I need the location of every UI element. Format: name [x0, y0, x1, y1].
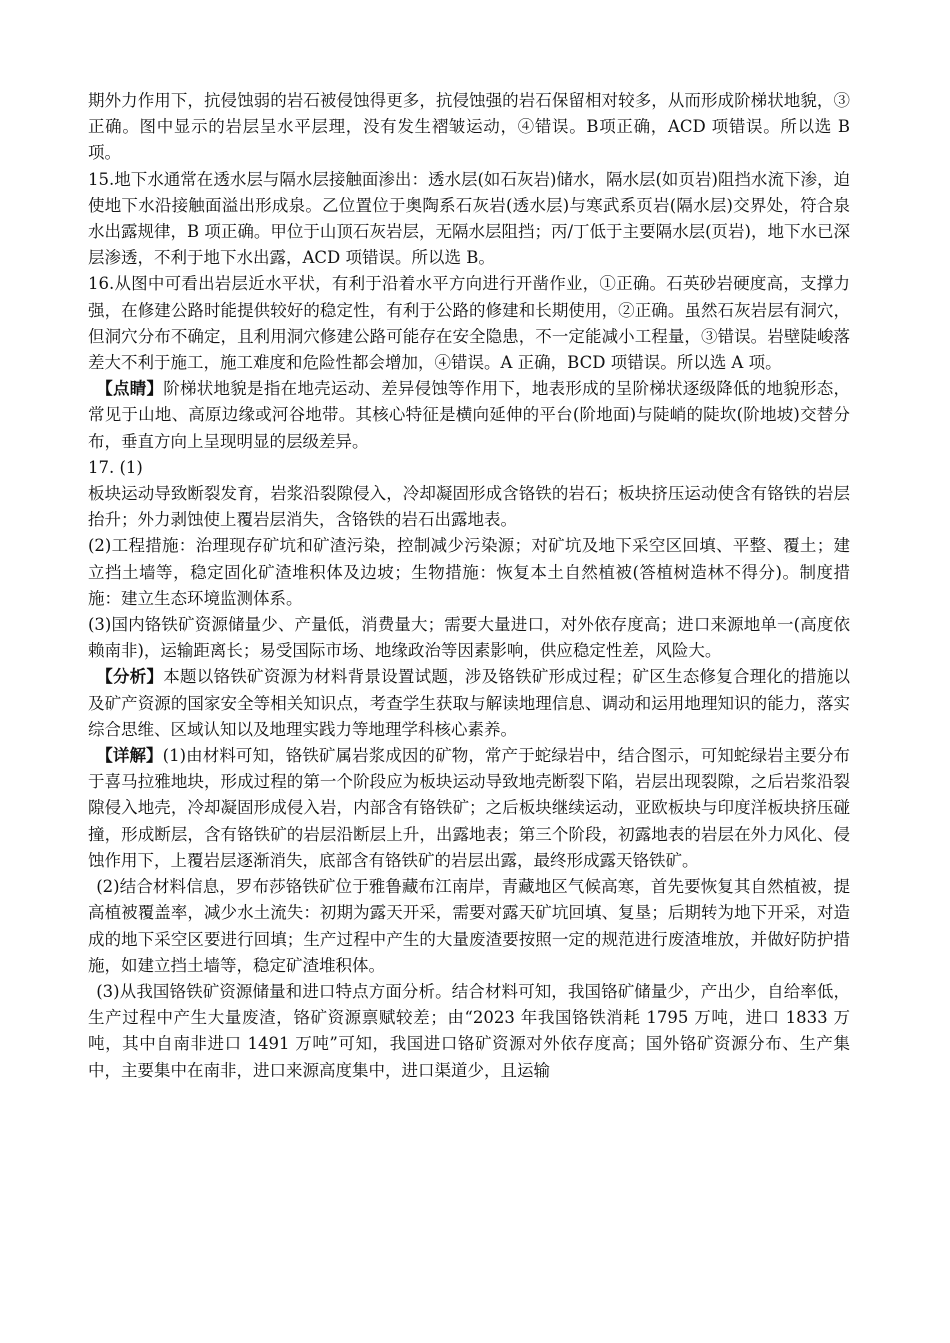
answer-15: 15.地下水通常在透水层与隔水层接触面渗出：透水层(如石灰岩)储水，隔水层(如页岩)阻挡水流下渗，迫使地下水沿接触面溢出形成泉。乙位置位于奥陶系石灰岩(透水层)与寒武系页岩(隔水层)交界处，符合泉水出露规律，B 项正确。甲位于山顶石灰岩层，无隔水层阻挡；丙/丁低于主要隔水层(页岩)，地下水已深层渗透，不利于地下水出露，ACD 项错误。所以选 B。 [88, 169, 850, 268]
answer-17-part3: (3)国内铬铁矿资源储量少、产量低，消费量大；需要大量进口，对外依存度高；进口来源地单一(高度依赖南非)，运输距离长；易受国际市场、地缘政治等因素影响，供应稳定性差，风险大。 [88, 615, 850, 661]
note-dianjing [88, 376, 850, 455]
answer-17-part1: 板块运动导致断裂发育，岩浆沿裂隙侵入，冷却凝固形成含铬铁的岩石；板块挤压运动使含有铬铁的岩层抬升；外力剥蚀使上覆岩层消失，含铬铁的岩石出露地表。 [88, 484, 850, 530]
detail-text-3: (3)从我国铬铁矿资源储量和进口特点方面分析。结合材料可知，我国铬矿储量少，产出少，自给率低，生产过程中产生大量废渣，铬矿资源禀赋较差；由“2023 年我国铬铁消耗 1795 万吨，进口 1833 万吨，其中自南非进口 1491 万吨”可知，我国进口铬矿资源对外依存度高；国外铬矿资源分布、生产集中，主要集中在南非，进口来源高度集中，进口渠道少，且运输 [88, 981, 850, 1080]
answer-14-continuation: 期外力作用下，抗侵蚀弱的岩石被侵蚀得更多，抗侵蚀强的岩石保留相对较多，从而形成阶梯状地貌，③正确。图中显示的岩层呈水平层理，没有发生褶皱运动，④错误。B项正确，ACD 项错误。所以选 B 项。 [88, 91, 850, 163]
document-body [88, 88, 850, 1084]
answer-17-heading: 17. (1) [88, 457, 143, 477]
detail-tag: 【详解】 [96, 746, 163, 766]
detail-text-1: (1)由材料可知，铬铁矿属岩浆成因的矿物，常产于蛇绿岩中，结合图示，可知蛇绿岩主要分布于喜马拉雅地块，形成过程的第一个阶段应为板块运动导致地壳断裂下陷，岩层出现裂隙，之后岩浆沿裂隙侵入地壳，冷却凝固形成侵入岩，内部含有铬铁矿；之后板块继续运动，亚欧板块与印度洋板块挤压碰撞，形成断层，含有铬铁矿的岩层沿断层上升，出露地表；第三个阶段，初露地表的岩层在外力风化、侵蚀作用下，上覆岩层逐渐消失，底部含有铬铁矿的岩层出露，最终形成露天铬铁矿。 [88, 746, 851, 870]
analysis-tag: 【分析】 [96, 667, 164, 687]
answer-17-part2: (2)工程措施：治理现存矿坑和矿渣污染，控制减少污染源；对矿坑及地下采空区回填、平整、覆土；建立挡土墙等，稳定固化矿渣堆积体及边坡；生物措施：恢复本土自然植被(答植树造林不得分)。制度措施：建立生态环境监测体系。 [88, 536, 850, 608]
detail-section [88, 743, 850, 874]
note-dianjing-text: 阶梯状地貌是指在地壳运动、差异侵蚀等作用下，地表形成的呈阶梯状逐级降低的地貌形态，常见于山地、高原边缘或河谷地带。其核心特征是横向延伸的平台(阶地面)与陡峭的陡坎(阶地坡)交替分布，垂直方向上呈现明显的层级差异。 [88, 379, 851, 451]
detail-text-2: (2)结合材料信息，罗布莎铬铁矿位于雅鲁藏布江南岸，青藏地区气候高寒，首先要恢复其自然植被，提高植被覆盖率，减少水土流失：初期为露天开采，需要对露天矿坑回填、复垦；后期转为地下开采，对造成的地下采空区要进行回填；生产过程中产生的大量废渣要按照一定的规范进行废渣堆放，并做好防护措施，如建立挡土墙等，稳定矿渣堆积体。 [88, 877, 850, 975]
note-dianjing-tag: 【点睛】 [96, 379, 164, 399]
analysis-text: 本题以铬铁矿资源为材料背景设置试题，涉及铬铁矿形成过程；矿区生态修复合理化的措施以及矿产资源的国家安全等相关知识点，考查学生获取与解读地理信息、调动和运用地理知识的能力，落实综合思维、区域认知以及地理实践力等地理学科核心素养。 [88, 667, 851, 739]
analysis-section [88, 664, 850, 743]
answer-16: 16.从图中可看出岩层近水平状，有利于沿着水平方向进行开凿作业，①正确。石英砂岩硬度高，支撑力强，在修建公路时能提供较好的稳定性，有利于公路的修建和长期使用，②正确。虽然石灰岩层有洞穴，但洞穴分布不确定，且利用洞穴修建公路可能存在安全隐患，不一定能减小工程量，③错误。岩壁陡峻落差大不利于施工，施工难度和危险性都会增加，④错误。A 正确，BCD 项错误。所以选 A 项。 [88, 274, 850, 373]
